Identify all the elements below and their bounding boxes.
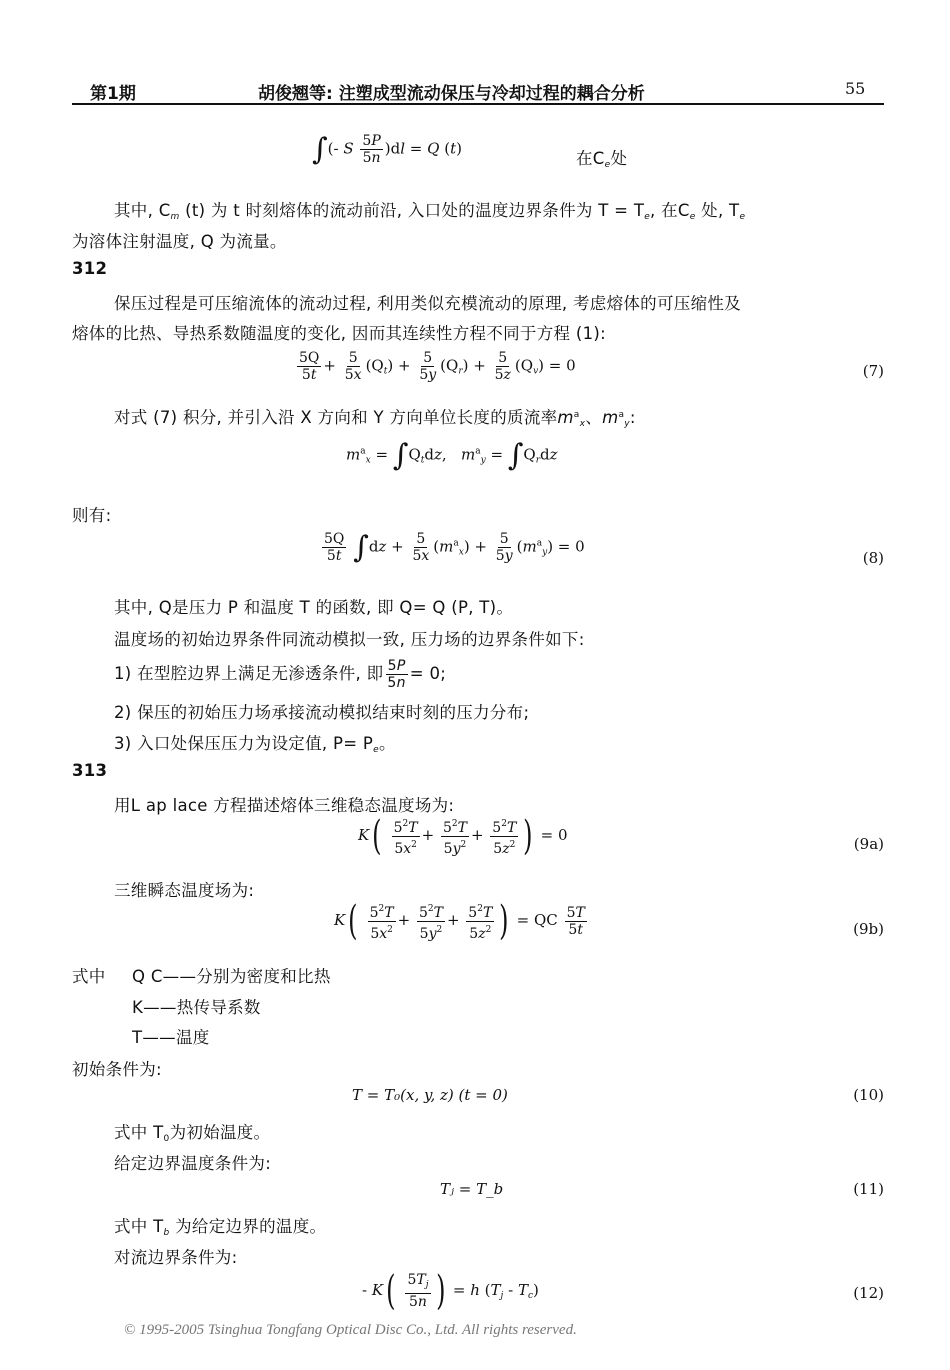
- equation-inlet-condition: ∫(- S $\frac{5P}{5n}$ )dl = Q (t): [312, 132, 462, 167]
- text-line: 熔体的比热、导热系数随温度的变化, 因而其连续性方程不同于方程 (1):: [72, 324, 606, 343]
- text-line: 则有:: [72, 506, 112, 525]
- equation-number-11: (11): [853, 1180, 884, 1198]
- list-item: 1) 在型腔边界上满足无渗透条件, 即 $\frac{5P}{5n}$ = 0;: [114, 658, 447, 691]
- header-rule: [72, 103, 884, 105]
- list-item: 3) 入口处保压压力为设定值, $P= P_e$。: [114, 734, 396, 755]
- text-line: 温度场的初始边界条件同流动模拟一致, 压力场的边界条件如下:: [114, 630, 585, 649]
- symbol-label: 式中: [72, 967, 106, 986]
- symbol-definition: K——热传导系数: [132, 998, 261, 1017]
- symbol-definition: T——温度: [132, 1028, 210, 1047]
- equation-11: Tⱼ = T_b: [440, 1180, 504, 1198]
- text-line: 式中 $T_0$为初始温度。: [114, 1123, 271, 1144]
- inlet-label: 在$C_e$处: [576, 149, 628, 170]
- equation-number-9b: (9b): [853, 920, 884, 938]
- text-line: 用L ap lace 方程描述熔体三维稳态温度场为:: [114, 796, 455, 815]
- list-item: 2) 保压的初始压力场承接流动模拟结束时刻的压力分布;: [114, 703, 530, 722]
- equation-number-9a: (9a): [853, 835, 884, 853]
- equation-number-12: (12): [853, 1284, 884, 1302]
- issue-number: 第1期: [90, 84, 136, 104]
- equation-number-10: (10): [853, 1086, 884, 1104]
- equation-9b: K( $\frac{5^2T}{5x^2}$ + $\frac{5^2T}{5y^2}$ + $\frac{5^2T}{5z^2}$ ) = QC $\frac{5T}{5t}$: [334, 898, 585, 944]
- text-line: 为溶体注射温度, Q 为流量。: [72, 232, 287, 251]
- equation-9a: K( $\frac{5^2T}{5x^2}$ + $\frac{5^2T}{5y^2}$ + $\frac{5^2T}{5z^2}$ ) = 0: [358, 813, 568, 859]
- equation-8: $\frac{5Q}{5t}$ ∫dz + $\frac{5}{5x}$ $(m^a_x)$ + $\frac{5}{5y}$ $(m^a_y) = 0$: [324, 530, 585, 565]
- section-number: 313: [72, 761, 108, 780]
- equation-7: $\frac{5Q}{5t}$ + $\frac{5}{5x}$ $(Q_t)$ + $\frac{5}{5y}$ $(Q_r)$ + $\frac{5}{5z}$ $(Q_v) = 0$: [299, 350, 576, 383]
- equation-10: T = T₀(x, y, z) (t = 0): [352, 1086, 508, 1104]
- running-title: 胡俊翘等: 注塑成型流动保压与冷却过程的耦合分析: [258, 84, 645, 104]
- text-line: 三维瞬态温度场为:: [114, 881, 255, 900]
- text-line: 给定边界温度条件为:: [114, 1154, 272, 1173]
- equation-number-8: (8): [862, 549, 884, 567]
- text-line: 对式 (7) 积分, 并引入沿 X 方向和 Y 方向单位长度的质流率$m^a_x$、$m^a_y$:: [114, 408, 636, 429]
- section-number: 312: [72, 259, 108, 278]
- page-number: 55: [845, 79, 866, 98]
- text-line: 保压过程是可压缩流体的流动过程, 利用类似充模流动的原理, 考虑熔体的可压缩性及: [114, 294, 741, 313]
- text-line: 其中, Q是压力 P 和温度 T 的函数, 即 Q= Q (P, T)。: [114, 598, 514, 617]
- symbol-definition: Q C——分别为密度和比热: [132, 967, 331, 986]
- equation-mass-flow: $m^a_x = \int Q_tdz$, $m^a_y = \int Q_rdz$: [346, 438, 558, 473]
- equation-12: - K( $\frac{5T_j}{5n}$ ) = h $(T_j - T_c)$: [362, 1268, 539, 1314]
- copyright-footer: © 1995-2005 Tsinghua Tongfang Optical Disc Co., Ltd. All rights reserved.: [124, 1322, 577, 1338]
- text-line: 式中 $T_b$ 为给定边界的温度。: [114, 1217, 327, 1238]
- text-line: 其中, $C_m$ (t) 为 t 时刻熔体的流动前沿, 入口处的温度边界条件为 $T = T_e$, 在$C_e$ 处, $T_e$: [114, 201, 746, 222]
- equation-number-7: (7): [862, 362, 884, 380]
- text-line: 对流边界条件为:: [114, 1248, 238, 1267]
- text-line: 初始条件为:: [72, 1060, 162, 1079]
